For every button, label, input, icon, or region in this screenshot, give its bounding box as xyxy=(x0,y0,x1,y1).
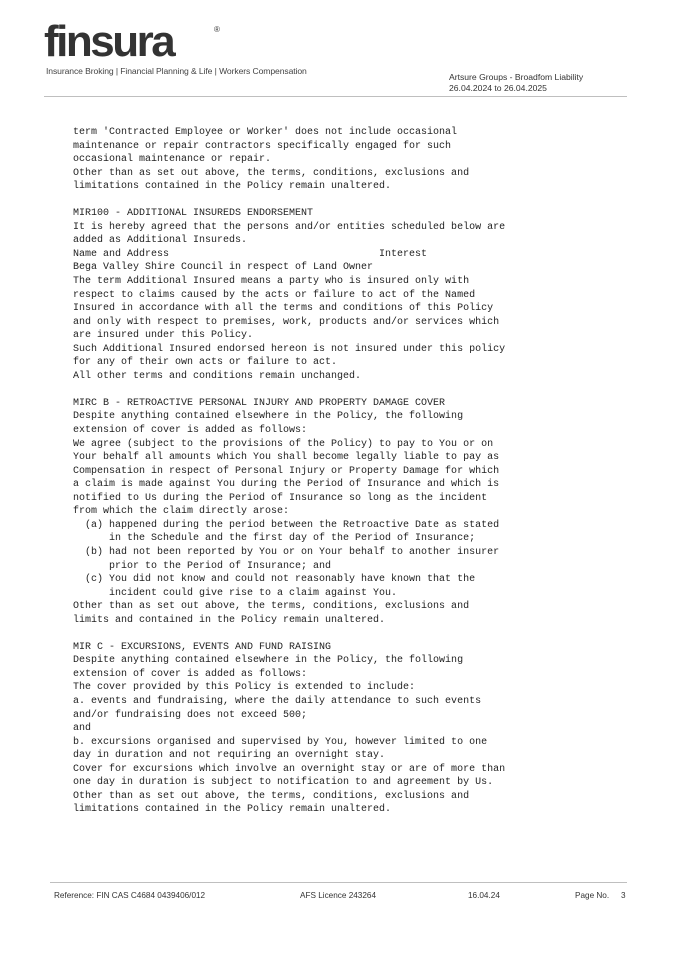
text-line: incident could give rise to a claim against You. xyxy=(73,587,398,599)
text-line: in the Schedule and the first day of the Period of Insurance; xyxy=(73,533,476,545)
policy-period: 26.04.2024 to 26.04.2025 xyxy=(449,83,547,93)
text-line: notified to Us during the Period of Insurance so long as the incident xyxy=(73,492,488,504)
text-line: respect to claims caused by the acts or failure to act of the Named xyxy=(73,289,476,301)
text-line: Insured in accordance with all the terms and conditions of this Policy xyxy=(73,303,494,315)
text-line: are insured under this Policy. xyxy=(73,330,254,342)
section-mir-c xyxy=(73,641,593,817)
text-line: and only with respect to premises, work, products and/or services which xyxy=(73,316,500,328)
text-line: Other than as set out above, the terms, conditions, exclusions and xyxy=(73,601,470,613)
text-line: a. events and fundraising, where the daily attendance to such events xyxy=(73,695,482,707)
text-line: Such Additional Insured endorsed hereon is not insured under this policy xyxy=(73,343,506,355)
text-line: a claim is made against You during the Period of Insurance and which is xyxy=(73,479,500,491)
company-tagline: Insurance Broking | Financial Planning & Life | Workers Compensation xyxy=(46,66,307,76)
section-heading: MIRC B - RETROACTIVE PERSONAL INJURY AND PROPERTY DAMAGE COVER xyxy=(73,397,446,409)
text-line: (b) had not been reported by You or on Your behalf to another insurer xyxy=(73,546,500,558)
text-line: one day in duration is subject to notification to and agreement by Us. xyxy=(73,777,494,789)
text-line: term 'Contracted Employee or Worker' does not include occasional xyxy=(73,127,458,138)
text-line: Your behalf all amounts which You shall become legally liable to pay as xyxy=(73,452,500,464)
text-line: Compensation in respect of Personal Injury or Property Damage for which xyxy=(73,465,500,477)
text-line: limitations contained in the Policy remain unaltered. xyxy=(73,181,392,193)
text-line: day in duration and not requiring an overnight stay. xyxy=(73,750,386,762)
section-mir100 xyxy=(73,207,593,383)
text-line: prior to the Period of Insurance; and xyxy=(73,560,332,572)
policy-info xyxy=(449,72,625,94)
text-line: All other terms and conditions remain unchanged. xyxy=(73,370,362,382)
text-line: occasional maintenance or repair. xyxy=(73,154,272,166)
section-gap xyxy=(73,383,593,397)
finsura-logo xyxy=(44,17,220,66)
text-line: The term Additional Insured means a party who is insured only with xyxy=(73,276,470,288)
text-line: and/or fundraising does not exceed 500; xyxy=(73,709,308,721)
text-line: Cover for excursions which involve an overnight stay or are of more than xyxy=(73,763,506,775)
text-line: maintenance or repair contractors specifically engaged for such xyxy=(73,140,452,152)
text-line: from which the claim directly arose: xyxy=(73,506,290,518)
footer-divider xyxy=(50,882,627,883)
header-divider xyxy=(44,96,627,97)
policy-name: Artsure Groups - Broadfom Liability xyxy=(449,72,584,82)
text-line: (a) happened during the period between the Retroactive Date as stated xyxy=(73,519,500,531)
footer-afs-licence: AFS Licence 243264 xyxy=(300,891,377,900)
text-line: and xyxy=(73,723,92,735)
footer-page-label: Page No. xyxy=(575,891,610,900)
text-line: added as Additional Insureds. xyxy=(73,235,248,247)
section-heading: MIR100 - ADDITIONAL INSUREDS ENDORSEMENT xyxy=(73,208,314,220)
text-line: We agree (subject to the provisions of the Policy) to pay to You or on xyxy=(73,438,494,450)
logo-wordmark: finsura xyxy=(44,17,174,66)
text-line: Other than as set out above, the terms, conditions, exclusions and xyxy=(73,790,470,802)
text-line: Other than as set out above, the terms, conditions, exclusions and xyxy=(73,167,470,179)
text-line: It is hereby agreed that the persons and/or entities scheduled below are xyxy=(73,221,506,233)
section-mirc-b xyxy=(73,397,593,627)
text-line: extension of cover is added as follows: xyxy=(73,668,308,680)
section-gap xyxy=(73,627,593,641)
footer-date: 16.04.24 xyxy=(468,891,500,900)
document-body xyxy=(73,126,593,817)
text-line: The cover provided by this Policy is extended to include: xyxy=(73,682,416,694)
text-line: for any of their own acts or failure to act. xyxy=(73,357,338,369)
registered-mark: ® xyxy=(214,25,220,34)
text-line: extension of cover is added as follows: xyxy=(73,425,308,437)
footer-page-number: 3 xyxy=(621,891,626,900)
text-line: limitations contained in the Policy remain unaltered. xyxy=(73,804,392,816)
text-line: b. excursions organised and supervised by You, however limited to one xyxy=(73,736,488,748)
footer-reference: Reference: FIN CAS C4684 0439406/012 xyxy=(54,891,206,900)
text-line: Bega Valley Shire Council in respect of Land Owner xyxy=(73,262,374,274)
section-gap xyxy=(73,194,593,208)
text-line: (c) You did not know and could not reasonably have known that the xyxy=(73,574,476,586)
text-line: Name and Address Interest xyxy=(73,248,428,260)
text-line: Despite anything contained elsewhere in the Policy, the following xyxy=(73,655,464,667)
text-line: Despite anything contained elsewhere in the Policy, the following xyxy=(73,411,464,423)
text-line: limits and contained in the Policy remain unaltered. xyxy=(73,614,386,626)
section-intro xyxy=(73,126,593,194)
section-heading: MIR C - EXCURSIONS, EVENTS AND FUND RAISING xyxy=(73,641,332,653)
